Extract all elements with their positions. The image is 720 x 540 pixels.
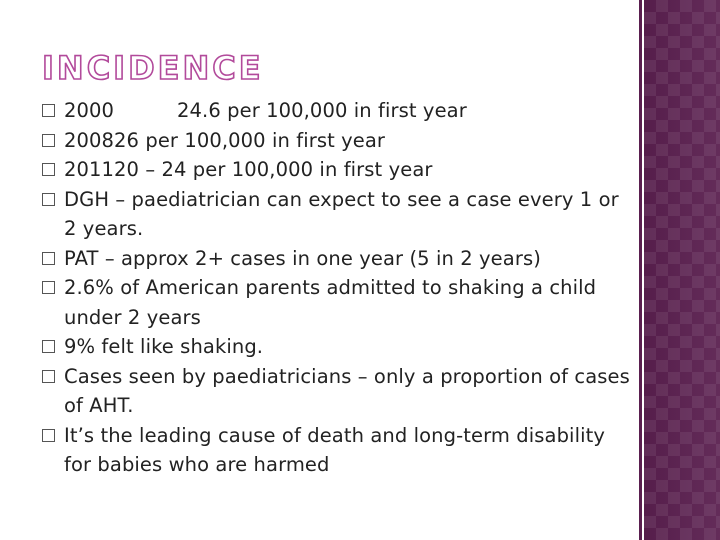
square-bullet-icon <box>42 281 55 294</box>
list-item <box>42 185 632 244</box>
square-bullet-icon <box>42 134 55 147</box>
decorative-side-panel <box>644 0 720 540</box>
list-item-text: 2.6% of American parents admitted to shaking a child under 2 years <box>64 276 603 329</box>
panel-divider <box>639 0 642 540</box>
bullet-list <box>42 96 637 480</box>
list-item-text: It’s the leading cause of death and long-term disability for babies who are harmed <box>64 423 612 476</box>
list-item-text: 2000 24.6 per 100,000 in first year <box>64 99 467 122</box>
list-item-text: Cases seen by paediatricians – only a proportion of cases of AHT. <box>64 364 637 417</box>
list-item <box>42 155 632 185</box>
list-item <box>42 273 632 332</box>
list-item-text: PAT – approx 2+ cases in one year (5 in 2 years) <box>64 246 541 270</box>
slide-title: INCIDENCE <box>42 49 264 87</box>
list-item <box>42 332 632 362</box>
square-bullet-icon <box>42 104 55 117</box>
list-item <box>42 362 637 421</box>
list-item-text: 201120 – 24 per 100,000 in first year <box>64 158 433 181</box>
square-bullet-icon <box>42 429 55 442</box>
square-bullet-icon <box>42 340 55 353</box>
square-bullet-icon <box>42 193 55 206</box>
list-item <box>42 126 632 156</box>
list-item-text: DGH – paediatrician can expect to see a case every 1 or 2 years. <box>64 187 626 240</box>
square-bullet-icon <box>42 370 55 383</box>
list-item <box>42 244 632 274</box>
list-item <box>42 421 632 480</box>
square-bullet-icon <box>42 252 55 265</box>
list-item <box>42 96 632 126</box>
list-item-text: 9% felt like shaking. <box>64 335 264 358</box>
list-item-text: 200826 per 100,000 in first year <box>64 128 386 152</box>
square-bullet-icon <box>42 163 55 176</box>
